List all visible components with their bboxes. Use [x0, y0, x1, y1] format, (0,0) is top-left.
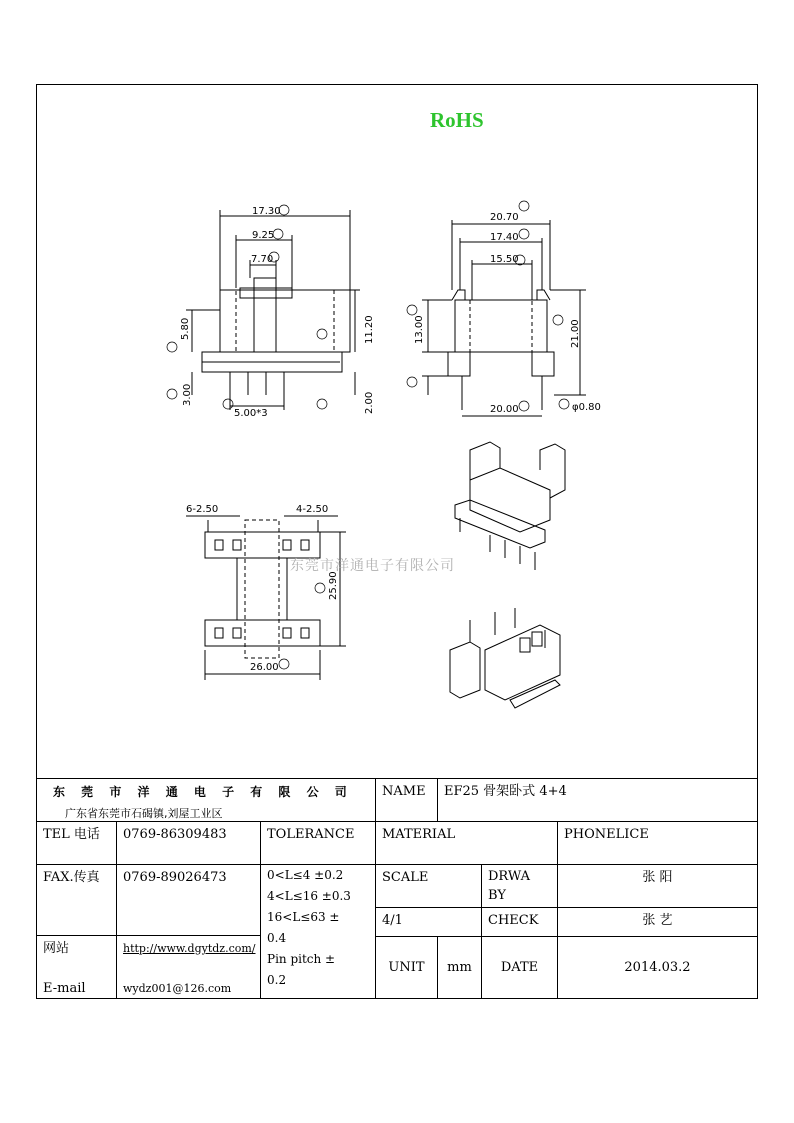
drwa-label: DRWA BY: [488, 869, 531, 903]
drwa-label-cell: [481, 864, 558, 908]
web-email-label-cell: [36, 935, 117, 999]
check-value-cell: [557, 907, 758, 937]
tolerance-line-1: 0<L≤4 ±0.2: [267, 868, 344, 882]
tolerance-line-6: 0.2: [267, 973, 287, 987]
dim-phi-0-80: φ0.80: [572, 402, 601, 413]
marker-b-icon: [273, 229, 283, 239]
scale-label-cell: [375, 864, 482, 908]
dim-4-2-50: 4-2.50: [296, 504, 329, 515]
top-view: [186, 516, 346, 680]
dim-17-30: 17.30: [252, 206, 281, 217]
dim-5-00-x3: 5.00*3: [234, 408, 268, 419]
title-block: [36, 778, 758, 999]
email-value: wydz001@126.com: [123, 982, 232, 995]
dim-17-40: 17.40: [490, 232, 519, 243]
web-label: 网站: [43, 941, 70, 956]
company-name: 东 莞 市 洋 通 电 子 有 限 公 司: [53, 785, 353, 799]
isometric-view-lower: [450, 608, 560, 708]
fax-label-cell: [36, 864, 117, 936]
date-label-cell: [481, 936, 558, 999]
rohs-label: RoHS: [430, 108, 484, 132]
dim-2-00: 2.00: [364, 391, 375, 414]
fax-value-cell: [116, 864, 261, 936]
marker-h-icon: [167, 389, 177, 399]
material-value-cell: [557, 821, 758, 865]
marker-g-icon: [317, 399, 327, 409]
email-label: E-mail: [43, 981, 86, 996]
tolerance-values-cell: [260, 864, 376, 999]
marker-m-icon: [553, 315, 563, 325]
website-link[interactable]: http://www.dgytdz.com/: [123, 942, 256, 955]
dim-15-50: 15.50: [490, 254, 519, 265]
isometric-view-upper: [455, 442, 565, 570]
scale-label: SCALE: [382, 870, 429, 885]
marker-l-icon: [407, 305, 417, 315]
dim-25-90: 25.90: [328, 571, 339, 600]
date-value-cell: [557, 936, 758, 999]
material-label: MATERIAL: [382, 827, 456, 842]
marker-i-icon: [519, 201, 529, 211]
marker-n-icon: [519, 401, 529, 411]
tolerance-line-5: Pin pitch ±: [267, 952, 336, 966]
dim-5-80: 5.80: [180, 317, 191, 340]
company-cell: [36, 778, 376, 822]
company-address: 广东省东莞市石碣镇,刘屋工业区: [65, 807, 223, 820]
tolerance-line-4: 0.4: [267, 931, 287, 945]
tel-label-cell: [36, 821, 117, 865]
fax-label: FAX.传真: [43, 870, 100, 885]
dim-21-00: 21.00: [570, 319, 581, 348]
material-label-cell: [375, 821, 558, 865]
tolerance-line-2: 4<L≤16 ±0.3: [267, 889, 351, 903]
dim-7-70: 7.70: [251, 254, 274, 265]
check-label: CHECK: [488, 913, 539, 928]
watermark-text: 东莞市洋通电子有限公司: [290, 558, 455, 574]
name-label: NAME: [382, 784, 426, 799]
scale-value: 4/1: [382, 913, 403, 928]
dim-13-00: 13.00: [414, 315, 425, 344]
dim-6-2-50: 6-2.50: [186, 504, 219, 515]
dim-20-70: 20.70: [490, 212, 519, 223]
marker-f-icon: [317, 329, 327, 339]
marker-o-icon: [559, 399, 569, 409]
marker-e-icon: [223, 399, 233, 409]
date-label: DATE: [500, 960, 539, 975]
name-label-cell: [375, 778, 438, 822]
dim-9-25: 9.25: [252, 230, 275, 241]
unit-value: mm: [447, 960, 472, 975]
tolerance-label: TOLERANCE: [267, 827, 355, 842]
check-label-cell: [481, 907, 558, 937]
tel-value-cell: [116, 821, 261, 865]
marker-q-icon: [407, 377, 417, 387]
drwa-value: 张 阳: [642, 870, 673, 885]
unit-label: UNIT: [388, 960, 425, 975]
unit-label-cell: [375, 936, 438, 999]
tolerance-line-3: 16<L≤63 ±: [267, 910, 340, 924]
dim-26-00: 26.00: [250, 662, 279, 673]
drwa-value-cell: [557, 864, 758, 908]
fax-value: 0769-89026473: [123, 870, 227, 885]
dim-11-20: 11.20: [364, 315, 375, 344]
tel-value: 0769-86309483: [123, 827, 227, 842]
technical-drawing: [150, 180, 650, 725]
marker-j-icon: [519, 229, 529, 239]
date-value: 2014.03.2: [624, 960, 691, 975]
check-value: 张 艺: [642, 913, 673, 928]
name-value: EF25 骨架卧式 4+4: [444, 784, 567, 799]
marker-p-icon: [279, 659, 289, 669]
marker-d-icon: [167, 342, 177, 352]
dim-3-00: 3.00: [182, 383, 193, 406]
name-value-cell: [437, 778, 758, 822]
side-view: [422, 220, 586, 416]
dim-20-00: 20.00: [490, 404, 519, 415]
tel-label: TEL 电话: [43, 827, 100, 842]
marker-r-icon: [315, 583, 325, 593]
unit-value-cell: [437, 936, 482, 999]
scale-value-cell: [375, 907, 482, 937]
material-value: PHONELICE: [564, 827, 649, 842]
web-email-value-cell: [116, 935, 261, 999]
tolerance-label-cell: [260, 821, 376, 865]
